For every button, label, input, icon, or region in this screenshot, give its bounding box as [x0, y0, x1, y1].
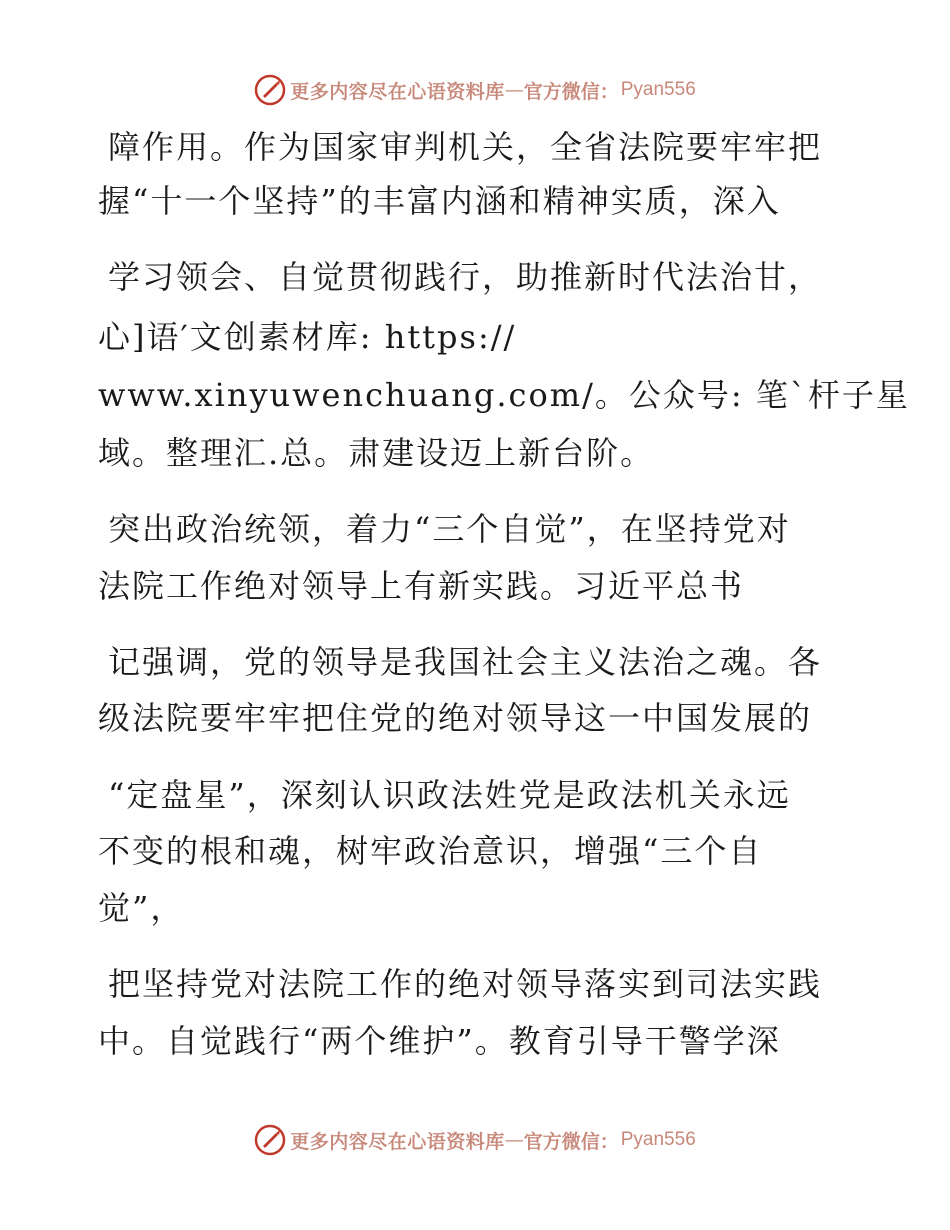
banner-wechat-label: 官方微信： [523, 1130, 619, 1153]
text-line: 觉”， [98, 889, 185, 927]
banner-wechat-id: Pyan556 [620, 79, 696, 100]
text-line: 中。自觉践行“两个维护”。教育引导干警学深 [98, 1022, 781, 1060]
text-line: 突出政治统领，着力“三个自觉”，在坚持党对 [108, 510, 791, 548]
banner-site-text: 更多内容尽在心语资料库 [290, 80, 505, 103]
text-line: www.xinyuwenchuang.com/。公众号: 笔`杆子星 [98, 376, 910, 414]
text-line: 把坚持党对法院工作的绝对领导落实到司法实践 [108, 965, 823, 1003]
text-line: 域。整理汇.总。肃建设迈上新台阶。 [98, 434, 655, 472]
header-banner [0, 70, 950, 110]
banner-separator: — [504, 1129, 524, 1151]
footer-banner [0, 1120, 950, 1160]
text-line: 记强调，党的领导是我国社会主义法治之魂。各 [108, 643, 823, 681]
text-line: 握“十一个坚持”的丰富内涵和精神实质，深入 [98, 182, 781, 220]
banner-wechat-id: Pyan556 [620, 1129, 696, 1150]
text-line: 级法院要牢牢把住党的绝对领导这一中国发展的 [98, 699, 813, 737]
text-line: 心]语′文创素材库: https:// [98, 318, 517, 356]
quill-logo-icon [254, 74, 286, 106]
text-line: “定盘星”，深刻认识政法姓党是政法机关永远 [108, 776, 791, 814]
banner-wechat-label: 官方微信： [523, 80, 619, 103]
text-line: 不变的根和魂，树牢政治意识，增强“三个自 [98, 832, 763, 870]
text-line: 障作用。作为国家审判机关，全省法院要牢牢把 [108, 128, 823, 166]
text-line: 法院工作绝对领导上有新实践。习近平总书 [98, 567, 745, 605]
quill-logo-icon [254, 1124, 286, 1156]
text-line: 学习领会、自觉贯彻践行，助推新时代法治甘， [108, 258, 823, 296]
banner-site-text: 更多内容尽在心语资料库 [290, 1130, 505, 1153]
banner-separator: — [504, 79, 524, 101]
